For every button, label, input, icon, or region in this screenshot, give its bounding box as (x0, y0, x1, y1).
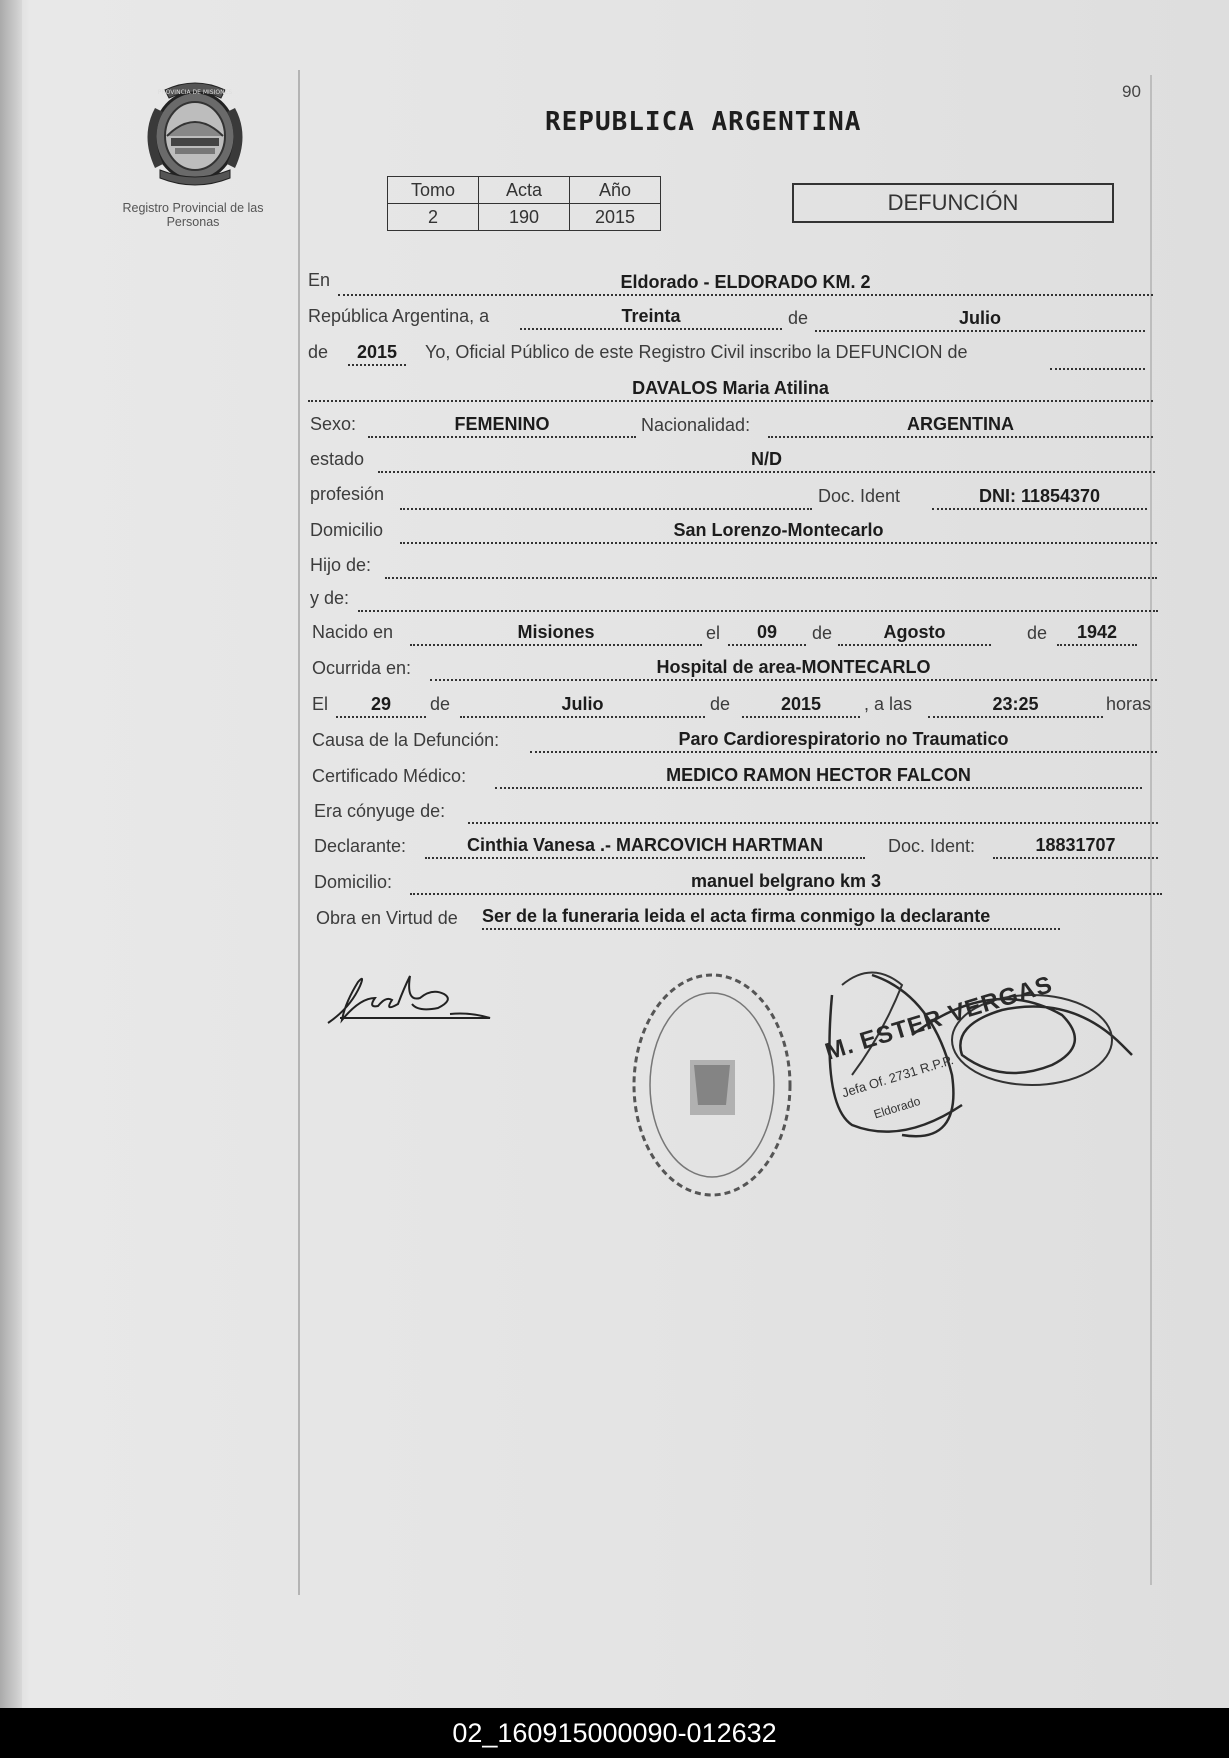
margin-line (298, 70, 300, 1595)
registry-name: Registro Provincial de las Personas (122, 201, 264, 229)
ano-value: 2015 (570, 204, 661, 231)
yde-field (358, 586, 1158, 612)
birth-year-field: 1942 (1057, 620, 1137, 646)
stamp-line-2: Jefa Of. 2731 R.P.P. (840, 1052, 956, 1101)
year-field: 2015 (348, 340, 406, 366)
binding-edge (0, 0, 22, 1708)
certificado-label: Certificado Médico: (312, 766, 467, 786)
causa-field: Paro Cardiorespiratorio no Traumatico (530, 727, 1157, 753)
domicilio-field: San Lorenzo-Montecarlo (400, 518, 1157, 544)
horas-label: horas (1106, 694, 1152, 714)
de-label-6: de (710, 694, 731, 714)
inscribo-text: Yo, Oficial Público de este Registro Civil inscribo la DEFUNCION de (425, 342, 968, 362)
death-month-field: Julio (460, 692, 705, 718)
estado-field: N/D (378, 447, 1155, 473)
right-margin-line (1150, 75, 1152, 1585)
doc-ident-field: DNI: 11854370 (932, 484, 1147, 510)
doc-ident-label: Doc. Ident (818, 486, 901, 506)
inscribo-blank (1050, 344, 1145, 370)
emblem-text: PROVINCIA DE MISIONES (157, 89, 233, 96)
yde-label: y de: (310, 588, 350, 608)
de-label-4: de (1027, 623, 1048, 643)
domicilio2-label: Domicilio: (314, 872, 393, 892)
de-label-3: de (812, 623, 833, 643)
conyuge-field (468, 798, 1158, 824)
declarante-label: Declarante: (314, 836, 407, 856)
deceased-name-field: DAVALOS Maria Atilina (308, 376, 1153, 402)
ocurrida-label: Ocurrida en: (312, 658, 412, 678)
birth-day-field: 09 (728, 620, 806, 646)
stamp-name: M. ESTER VERGAS (822, 970, 1056, 1066)
de-label-1: de (788, 308, 809, 328)
alas-label: , a las (864, 694, 913, 714)
domicilio2-field: manuel belgrano km 3 (410, 869, 1162, 895)
domicilio-label: Domicilio (310, 520, 384, 540)
conyuge-label: Era cónyuge de: (314, 801, 446, 821)
obra-label: Obra en Virtud de (316, 908, 458, 928)
en-label: En (308, 270, 331, 290)
ano-header: Año (570, 177, 661, 204)
de-label-2: de (308, 342, 329, 362)
declarante-doc-field: 18831707 (993, 833, 1158, 859)
document-type-box: DEFUNCIÓN (792, 183, 1114, 223)
day-word-field: Treinta (520, 304, 782, 330)
birth-place-field: Misiones (410, 620, 702, 646)
page-number: 90 (1122, 82, 1141, 101)
month-field: Julio (815, 306, 1145, 332)
estado-label: estado (310, 449, 365, 469)
registry-table (387, 176, 661, 231)
hijo-field (385, 553, 1157, 579)
doc-ident-label-2: Doc. Ident: (888, 836, 976, 856)
birth-month-field: Agosto (838, 620, 991, 646)
hijo-label: Hijo de: (310, 555, 372, 575)
el-label-2: El (312, 694, 329, 714)
declarant-signature-icon (320, 968, 500, 1038)
profesion-label: profesión (310, 484, 385, 504)
registry-value-row (388, 204, 661, 231)
declarante-field: Cinthia Vanesa .- MARCOVICH HARTMAN (425, 833, 865, 859)
tomo-value: 2 (388, 204, 479, 231)
republica-label: República Argentina, a (308, 306, 490, 326)
causa-label: Causa de la Defunción: (312, 730, 500, 750)
sexo-label: Sexo: (310, 414, 357, 434)
place-field: Eldorado - ELDORADO KM. 2 (338, 270, 1153, 296)
ocurrida-field: Hospital de area-MONTECARLO (430, 655, 1157, 681)
death-year-field: 2015 (742, 692, 860, 718)
certificado-field: MEDICO RAMON HECTOR FALCON (495, 763, 1142, 789)
el-label-1: el (706, 623, 721, 643)
profesion-field (400, 484, 812, 510)
tomo-header: Tomo (388, 177, 479, 204)
official-seal-icon (622, 965, 802, 1205)
nacido-label: Nacido en (312, 622, 394, 642)
death-day-field: 29 (336, 692, 426, 718)
page-title: REPUBLICA ARGENTINA (545, 107, 862, 137)
sexo-field: FEMENINO (368, 412, 636, 438)
document-id-footer: 02_160915000090-012632 (0, 1708, 1229, 1758)
nacionalidad-label: Nacionalidad: (641, 415, 751, 435)
registry-header-row (388, 177, 661, 204)
misiones-coat-of-arms-icon (135, 78, 255, 190)
stamp-line-3: Eldorado (872, 1093, 923, 1122)
acta-header: Acta (479, 177, 570, 204)
de-label-5: de (430, 694, 451, 714)
acta-value: 190 (479, 204, 570, 231)
nacionalidad-field: ARGENTINA (768, 412, 1153, 438)
death-time-field: 23:25 (928, 692, 1103, 718)
obra-field: Ser de la funeraria leida el acta firma conmigo la declarante (482, 904, 1060, 930)
